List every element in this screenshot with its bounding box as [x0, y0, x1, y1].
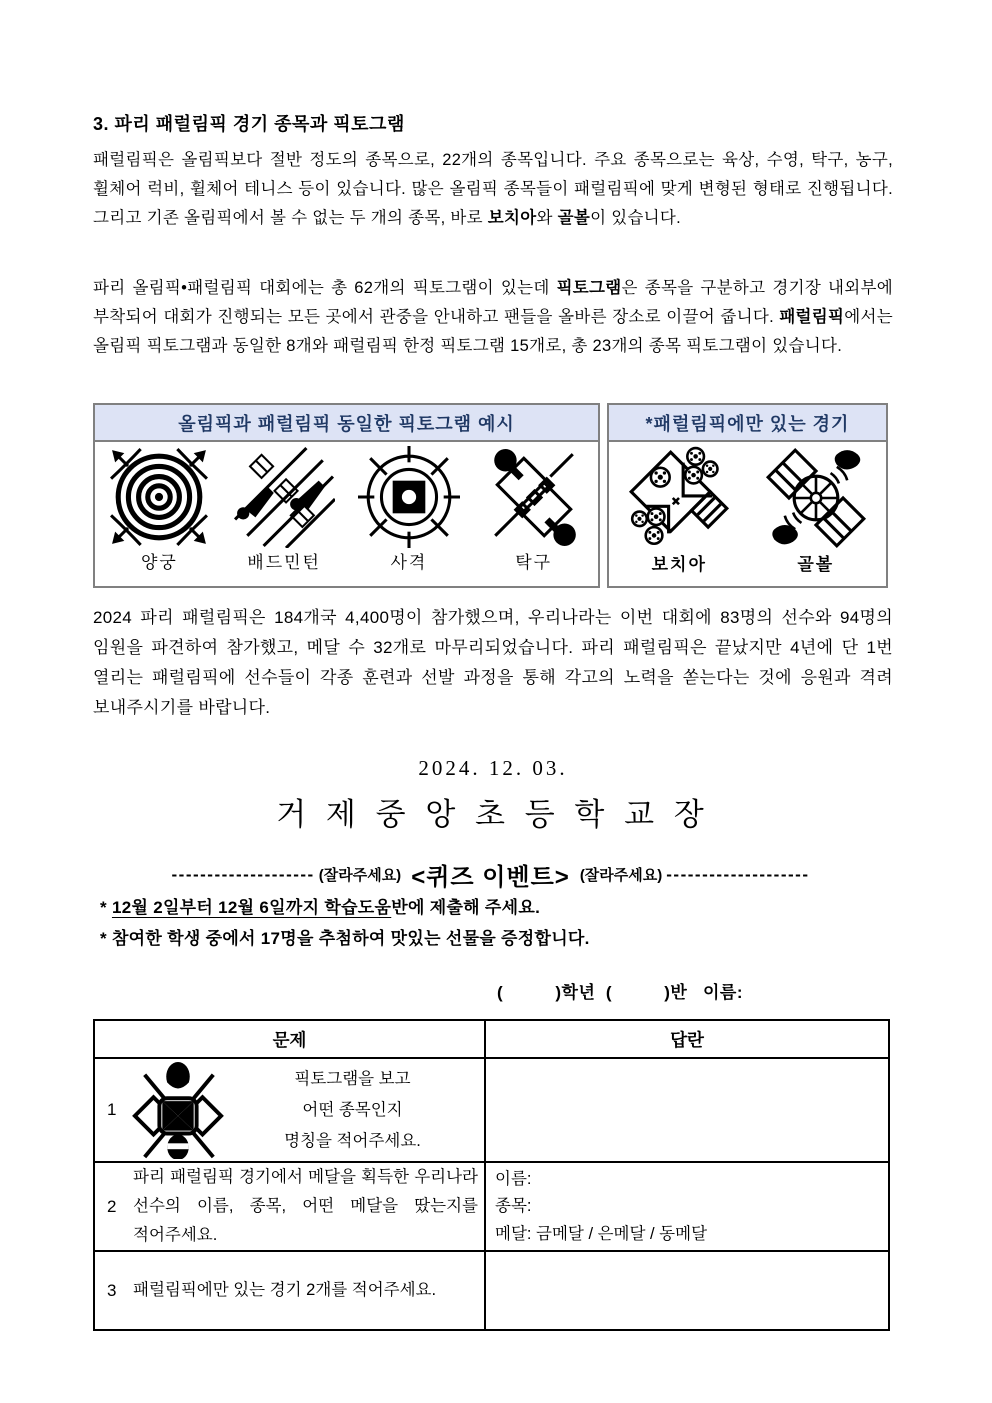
question-1-cell: [95, 1061, 484, 1159]
pictogram-item-shooting: [358, 446, 460, 584]
paragraph-text: 은 종목을 구분하고 경기장 내외부에 부착되어 대회가 진행되는 모든 곳에서 관중을 안내하고 팬들을 올바른 장소로 이끌어 줍니다.: [93, 279, 893, 326]
note-submit: [100, 892, 890, 923]
paralympic-only-table: [607, 403, 888, 588]
paragraph-text: 와: [536, 209, 558, 227]
pictogram-item-badminton: [233, 446, 335, 584]
question-3-cell: [95, 1276, 484, 1305]
paragraph-text: 에서는 올림픽 픽토그램과 동일한 8개와 패럴림픽 한정 픽토그램 15개로, 총 23개의 종목 픽토그램이 있습니다.: [93, 308, 893, 355]
paragraph-pictogram-info: [93, 274, 893, 361]
answer-2-lines: [486, 1164, 888, 1250]
section-title: 3. 파리 패럴림픽 경기 종목과 픽토그램: [93, 114, 405, 134]
question-2-text: 파리 패럴림픽 경기에서 메달을 획득한 우리나라 선수의 이름, 종목, 어떤 메달을 땄는지를 적어주세요.: [133, 1168, 478, 1244]
answer-line-sport: 종목:: [495, 1197, 532, 1215]
answer-1-cell[interactable]: [485, 1058, 889, 1162]
paralympic-only-row: [609, 442, 886, 586]
para-judo-pictogram-icon: [129, 1061, 227, 1159]
quiz-row-2: [94, 1162, 889, 1251]
question-number: 3: [107, 1280, 117, 1300]
note-bullet: *: [100, 898, 112, 917]
same-pictogram-table: [93, 403, 600, 588]
pictogram-item-boccia: [627, 446, 731, 584]
question-2-cell: [95, 1163, 484, 1250]
cut-note-right: (잘라주세요): [579, 867, 663, 884]
pictogram-label: 탁구: [515, 553, 553, 572]
cut-dashes-left: --------------------: [171, 864, 315, 884]
cut-line: [93, 857, 888, 892]
question-1-text: [227, 1064, 484, 1157]
note-underlined-text: 12월 2일부터 12월 6일까지 학습도움: [111, 898, 392, 917]
cut-note-left: (잘라주세요): [318, 867, 402, 884]
bold-goalball: 골볼: [557, 209, 591, 227]
same-pictogram-row: [95, 442, 598, 586]
pictogram-item-archery: [108, 446, 210, 584]
paragraph-results: 2024 파리 패럴림픽은 184개국 4,400명이 참가했으며, 우리나라는 이번 대회에 83명의 선수와 94명의 임원을 파견하여 참가했고, 메달 수 32개로 마무리되었습니다. 파리 패럴림픽은 끝났지만 4년에 단 1번 열리는 패럴림픽에 선수들이 각종 훈련과 선발 과정을 통해 각고의 노력을 쏟는다는 것에 응원과 격려 보내주시기를 바랍니다.: [93, 608, 893, 717]
bold-paralympic: 패럴림픽: [779, 308, 845, 326]
quiz-event-title: <퀴즈 이벤트>: [411, 864, 570, 891]
badminton-icon: [233, 446, 335, 548]
quiz-header-question: 문제: [94, 1020, 485, 1058]
paragraph-text: 이 있습니다.: [590, 209, 682, 227]
shooting-icon: [358, 446, 460, 548]
paralympic-only-header: *패럴림픽에만 있는 경기: [609, 405, 886, 442]
paragraph-sports-overview: [93, 146, 893, 233]
table-tennis-icon: [483, 446, 585, 548]
note-prize: * 참여한 학생 중에서 17명을 추첨하여 맛있는 선물을 증정합니다.: [100, 929, 590, 948]
bold-pictogram: 픽토그램: [556, 279, 622, 297]
pictogram-label: 배드민턴: [247, 553, 321, 572]
pictogram-label: 골볼: [797, 555, 835, 574]
answer-line-medal: 메달: 금메달 / 은메달 / 동메달: [495, 1224, 708, 1243]
answer-3-cell[interactable]: [485, 1251, 889, 1330]
question-number: 2: [107, 1196, 117, 1216]
question-number: 1: [107, 1100, 117, 1119]
date-line: 2024. 12. 03.: [418, 756, 568, 780]
quiz-row-3: [94, 1251, 889, 1330]
pictogram-label: 사격: [390, 553, 428, 572]
answer-2-cell[interactable]: [485, 1162, 889, 1251]
archery-icon: [108, 446, 210, 548]
goalball-icon: [764, 446, 868, 550]
bold-boccia: 보치아: [487, 209, 537, 227]
quiz-row-1: [94, 1058, 889, 1162]
boccia-icon: [627, 446, 731, 550]
question-3-text: 패럴림픽에만 있는 경기 2개를 적어주세요.: [133, 1281, 437, 1299]
quiz-header-row: [94, 1020, 889, 1058]
note-text: 반에 제출해 주세요.: [391, 898, 541, 917]
question-line: 명칭을 적어주세요.: [284, 1131, 421, 1150]
paragraph-text: 파리 올림픽•패럴림픽 대회에는 총 62개의 픽토그램이 있는데: [93, 279, 557, 297]
principal-signature: 거 제 중 앙 초 등 학 교 장: [276, 797, 710, 832]
question-line: 어떤 종목인지: [302, 1100, 403, 1119]
answer-line-name: 이름:: [495, 1169, 532, 1188]
same-pictogram-header: 올림픽과 패럴림픽 동일한 픽토그램 예시: [95, 405, 598, 442]
pictogram-item-table-tennis: [483, 446, 585, 584]
cut-dashes-right: --------------------: [666, 864, 810, 884]
quiz-table: [93, 1019, 890, 1331]
paragraph-text: 패럴림픽은 올림픽보다 절반 정도의 종목으로, 22개의 종목입니다. 주요 종목으로는 육상, 수영, 탁구, 농구, 휠체어 럭비, 휠체어 테니스 등이 있습니다. 많은 올림픽 종목들이 패럴림픽에 맞게 변형된 형태로 진행됩니다. 그리고 기존 올림픽에서 볼 수 없는 두 개의 종목, 바로: [93, 151, 893, 227]
grade-class-name-line: ( )학년 ( )반 이름:: [497, 983, 743, 1002]
pictogram-tables: [93, 403, 888, 588]
pictogram-label: 양궁: [140, 553, 178, 572]
question-line: 픽토그램을 보고: [294, 1069, 411, 1088]
quiz-notes: [100, 892, 890, 954]
pictogram-label: 보치아: [651, 555, 707, 574]
quiz-header-answer: 답란: [485, 1020, 889, 1058]
pictogram-item-goalball: [764, 446, 868, 584]
